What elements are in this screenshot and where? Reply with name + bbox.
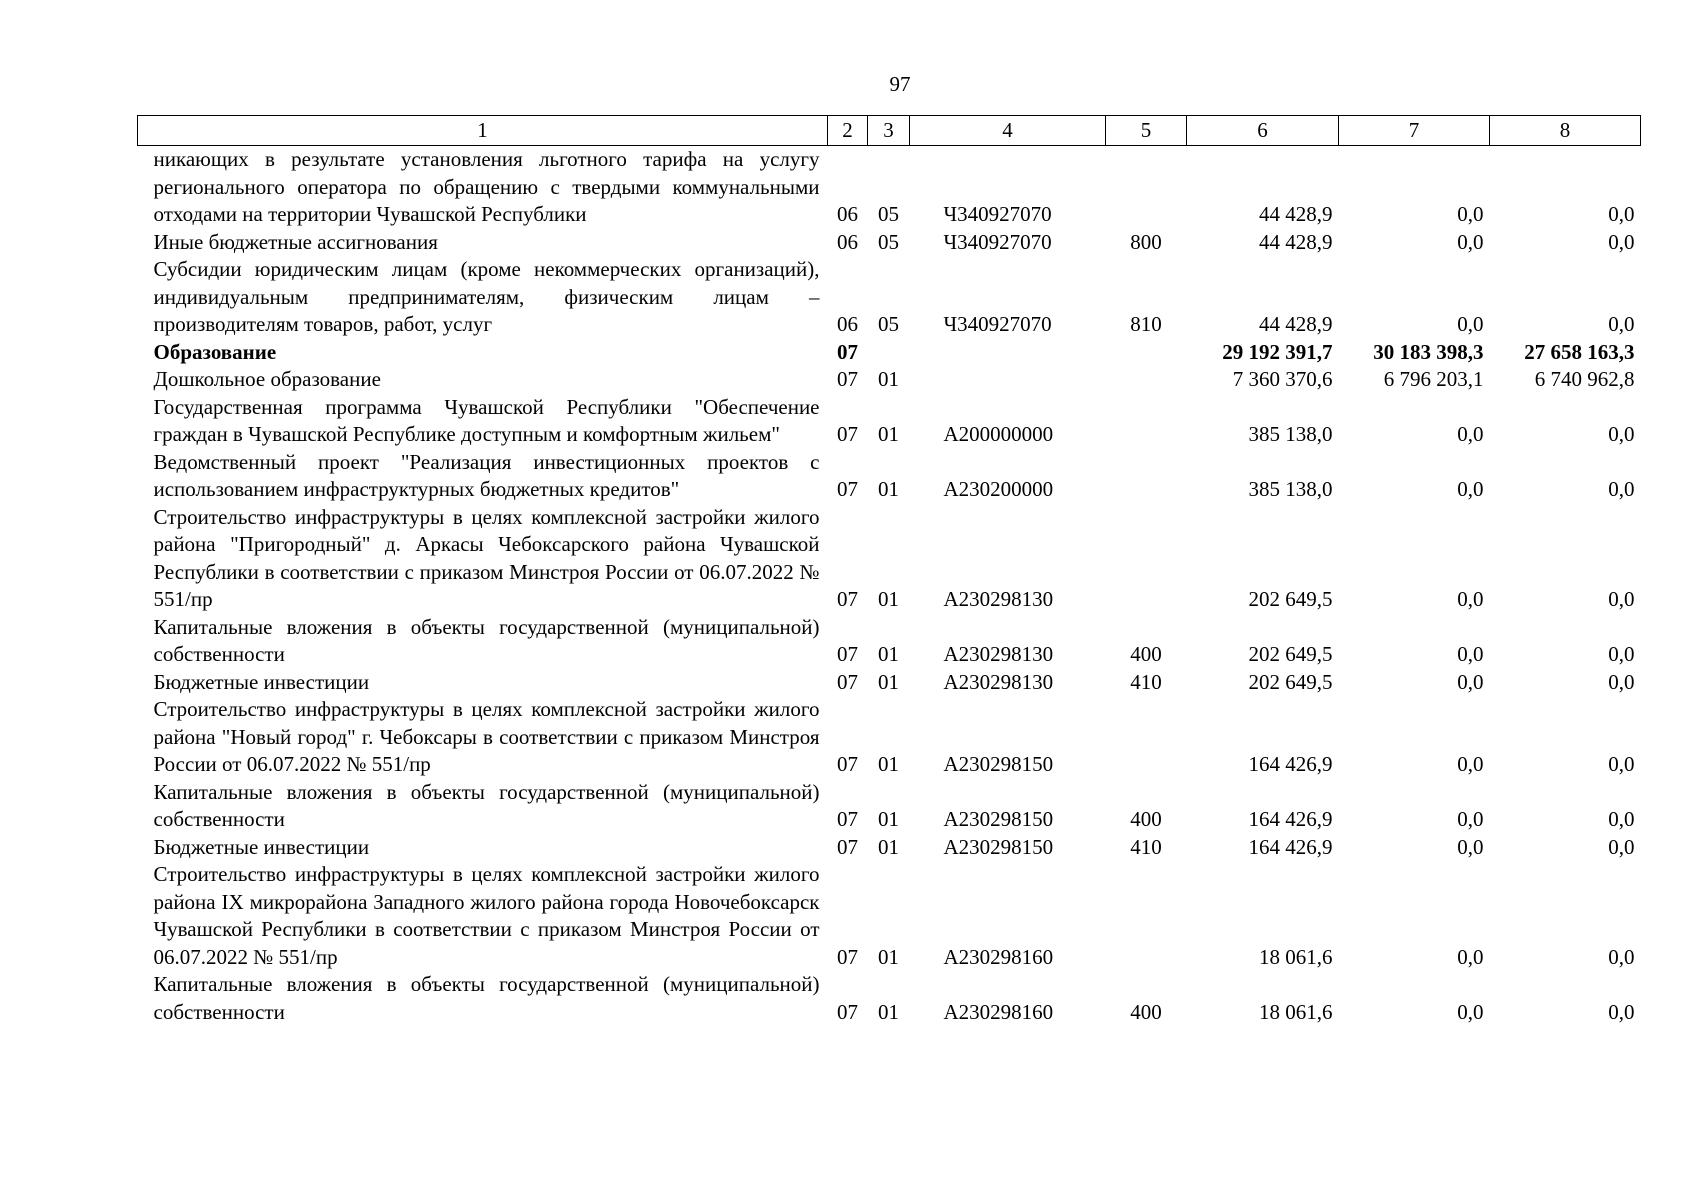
item-name: Бюджетные инвестиции <box>153 834 370 859</box>
subsection-code: 05 <box>878 312 899 336</box>
amount-col-7: 0,0 <box>1457 229 1484 254</box>
expense-type-code <box>1106 366 1187 394</box>
item-name: Дошкольное образование <box>153 367 381 391</box>
column-header-4: 4 <box>910 116 1106 146</box>
table-row <box>138 669 1641 697</box>
table-row <box>138 834 1641 862</box>
item-name: Ведомственный проект "Реализация инвестиционных проектов с использованием инфраструктурных бюджетных кредитов" <box>153 449 820 501</box>
item-name: Капитальные вложения в объекты государственной (муниципальной) собственности <box>153 614 820 666</box>
amount-col-8: 0,0 <box>1608 834 1635 859</box>
expense-type-code: 400 <box>1130 807 1162 831</box>
target-article-code: А230298130 <box>943 642 1054 666</box>
subsection-code: 01 <box>878 999 899 1024</box>
table-row <box>138 229 1641 257</box>
table-row <box>138 614 1641 669</box>
amount-col-8: 0,0 <box>1608 807 1635 831</box>
table-row <box>138 861 1641 971</box>
amount-col-8: 0,0 <box>1608 229 1635 254</box>
subsection-code: 01 <box>878 642 899 666</box>
amount-col-8: 0,0 <box>1608 669 1635 694</box>
amount-col-7: 0,0 <box>1457 752 1484 776</box>
expense-type-code <box>1106 146 1187 229</box>
table-row <box>138 696 1641 779</box>
table-row <box>138 449 1641 504</box>
table-row <box>138 971 1641 1026</box>
target-article-code: А230298160 <box>943 999 1054 1024</box>
table-body <box>138 146 1641 1027</box>
section-code: 07 <box>837 669 858 694</box>
subsection-code: 01 <box>878 669 899 694</box>
table-header-row <box>138 116 1641 146</box>
table-row <box>138 504 1641 614</box>
page-number: 97 <box>889 72 911 96</box>
amount-col-8: 0,0 <box>1608 202 1635 226</box>
amount-col-8: 6 740 962,8 <box>1534 367 1635 391</box>
amount-col-8: 0,0 <box>1608 642 1635 666</box>
amount-col-7: 0,0 <box>1457 807 1484 831</box>
amount-col-7: 0,0 <box>1457 999 1484 1024</box>
expense-type-code: 810 <box>1130 312 1162 336</box>
amount-col-7: 0,0 <box>1457 944 1484 969</box>
amount-col-7: 0,0 <box>1457 202 1484 226</box>
section-code: 07 <box>837 367 858 391</box>
amount-col-6: 164 426,9 <box>1248 752 1333 776</box>
column-header-6: 6 <box>1187 116 1339 146</box>
target-article-code: А230298150 <box>943 752 1054 776</box>
amount-col-7: 6 796 203,1 <box>1383 367 1484 391</box>
subsection-code: 01 <box>878 752 899 776</box>
amount-col-8: 0,0 <box>1608 477 1635 501</box>
amount-col-7: 0,0 <box>1457 587 1484 611</box>
amount-col-7: 0,0 <box>1457 642 1484 666</box>
amount-col-6: 18 061,6 <box>1259 999 1333 1024</box>
amount-col-7: 0,0 <box>1457 834 1484 859</box>
subsection-code: 01 <box>878 367 899 391</box>
amount-col-6: 385 138,0 <box>1248 477 1333 501</box>
target-article-code: Ч340927070 <box>943 229 1052 254</box>
amount-col-7: 0,0 <box>1457 669 1484 694</box>
subsection-code: 01 <box>878 422 899 446</box>
amount-col-8: 0,0 <box>1608 944 1635 969</box>
section-code: 07 <box>837 944 858 969</box>
expense-type-code: 400 <box>1130 642 1162 666</box>
amount-col-6: 44 428,9 <box>1259 202 1333 226</box>
section-code: 07 <box>837 999 858 1024</box>
amount-col-6: 202 649,5 <box>1248 669 1333 694</box>
amount-col-8: 0,0 <box>1608 312 1635 336</box>
target-article-code <box>910 339 1106 367</box>
expense-type-code <box>1106 394 1187 449</box>
expense-type-code <box>1106 339 1187 367</box>
expense-type-code <box>1106 504 1187 614</box>
item-name: Иные бюджетные ассигнования <box>153 229 438 254</box>
target-article-code: А230298130 <box>943 669 1054 694</box>
amount-col-6: 44 428,9 <box>1259 229 1333 254</box>
expense-type-code: 410 <box>1130 669 1162 694</box>
section-code: 07 <box>837 339 858 364</box>
item-name: Капитальные вложения в объекты государственной (муниципальной) собственности <box>153 779 820 831</box>
amount-col-8: 0,0 <box>1608 999 1635 1024</box>
target-article-code <box>910 366 1106 394</box>
amount-col-8: 0,0 <box>1608 422 1635 446</box>
subsection-code: 01 <box>878 834 899 859</box>
section-code: 07 <box>837 834 858 859</box>
table-row <box>138 779 1641 834</box>
target-article-code: Ч340927070 <box>943 202 1052 226</box>
expense-type-code: 410 <box>1130 834 1162 859</box>
expense-type-code: 400 <box>1130 999 1162 1024</box>
amount-col-6: 202 649,5 <box>1248 642 1333 666</box>
item-name: Государственная программа Чувашской Республики "Обеспечение граждан в Чувашской Республике доступным и комфортным жильем" <box>153 394 820 446</box>
subsection-code: 05 <box>878 229 899 254</box>
amount-col-7: 30 183 398,3 <box>1373 339 1484 364</box>
item-name: Строительство инфраструктуры в целях комплексной застройки жилого района IX микрорайона Западного жилого района города Новочебоксарск Чувашской Республики в соответствии с приказом Минстроя России от 06.07.2022 № 551/пр <box>153 862 820 969</box>
column-header-5: 5 <box>1106 116 1187 146</box>
table-row <box>138 339 1641 367</box>
item-name: Образование <box>153 339 277 364</box>
table-row <box>138 146 1641 229</box>
table-row <box>138 256 1641 339</box>
section-code: 06 <box>837 229 858 254</box>
target-article-code: Ч340927070 <box>943 312 1052 336</box>
amount-col-6: 18 061,6 <box>1259 944 1333 969</box>
item-name: никающих в результате установления льготного тарифа на услугу регионального оператора по обращению с твердыми коммунальными отходами на территории Чувашской Республики <box>153 147 820 226</box>
target-article-code: А230200000 <box>943 477 1054 501</box>
amount-col-7: 0,0 <box>1457 312 1484 336</box>
subsection-code: 01 <box>878 477 899 501</box>
amount-col-8: 0,0 <box>1608 587 1635 611</box>
column-header-7: 7 <box>1339 116 1490 146</box>
subsection-code <box>868 339 910 367</box>
budget-table <box>137 115 1641 1026</box>
expense-type-code <box>1106 696 1187 779</box>
target-article-code: А230298130 <box>943 587 1054 611</box>
target-article-code: А230298150 <box>943 807 1054 831</box>
target-article-code: А200000000 <box>943 422 1054 446</box>
subsection-code: 01 <box>878 944 899 969</box>
target-article-code: А230298160 <box>943 944 1054 969</box>
amount-col-7: 0,0 <box>1457 422 1484 446</box>
amount-col-6: 164 426,9 <box>1248 834 1333 859</box>
item-name: Бюджетные инвестиции <box>153 669 370 694</box>
amount-col-8: 27 658 163,3 <box>1524 339 1635 364</box>
amount-col-6: 29 192 391,7 <box>1222 339 1333 364</box>
column-header-8: 8 <box>1490 116 1641 146</box>
subsection-code: 01 <box>878 587 899 611</box>
expense-type-code: 800 <box>1130 229 1162 254</box>
section-code: 07 <box>837 422 858 446</box>
section-code: 07 <box>837 807 858 831</box>
expense-type-code <box>1106 449 1187 504</box>
table-row <box>138 394 1641 449</box>
section-code: 06 <box>837 312 858 336</box>
subsection-code: 05 <box>878 202 899 226</box>
item-name: Субсидии юридическим лицам (кроме некоммерческих организаций), индивидуальным предпринимателям, физическим лицам – производителям товаров, работ, услуг <box>153 257 820 336</box>
expense-type-code <box>1106 861 1187 971</box>
amount-col-6: 44 428,9 <box>1259 312 1333 336</box>
amount-col-7: 0,0 <box>1457 477 1484 501</box>
amount-col-6: 7 360 370,6 <box>1232 367 1333 391</box>
column-header-3: 3 <box>868 116 910 146</box>
section-code: 06 <box>837 202 858 226</box>
item-name: Строительство инфраструктуры в целях комплексной застройки жилого района "Пригородный" д. Аркасы Чебоксарского района Чувашской Республики в соответствии с приказом Минстроя России от 06.07.2022 № 551/пр <box>153 504 820 611</box>
item-name: Капитальные вложения в объекты государственной (муниципальной) собственности <box>153 972 820 1024</box>
table-row <box>138 366 1641 394</box>
column-header-2: 2 <box>828 116 868 146</box>
amount-col-6: 385 138,0 <box>1248 422 1333 446</box>
column-header-1: 1 <box>138 116 828 146</box>
amount-col-6: 202 649,5 <box>1248 587 1333 611</box>
subsection-code: 01 <box>878 807 899 831</box>
section-code: 07 <box>837 477 858 501</box>
item-name: Строительство инфраструктуры в целях комплексной застройки жилого района "Новый город" г. Чебоксары в соответствии с приказом Минстроя России от 06.07.2022 № 551/пр <box>153 697 820 776</box>
amount-col-6: 164 426,9 <box>1248 807 1333 831</box>
section-code: 07 <box>837 587 858 611</box>
amount-col-8: 0,0 <box>1608 752 1635 776</box>
target-article-code: А230298150 <box>943 834 1054 859</box>
section-code: 07 <box>837 642 858 666</box>
section-code: 07 <box>837 752 858 776</box>
